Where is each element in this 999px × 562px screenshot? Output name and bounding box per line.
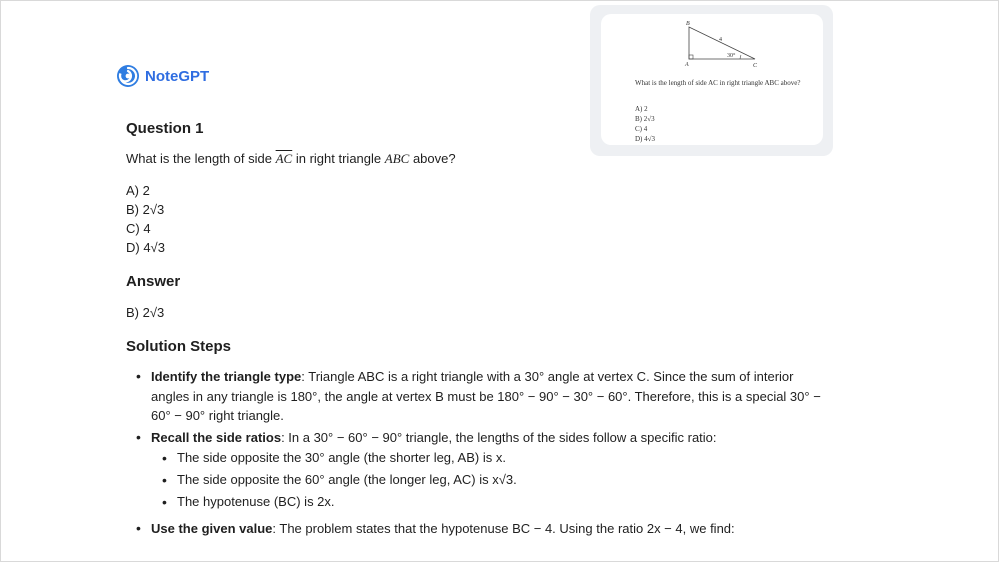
answer-value: B) 2√3 (126, 305, 165, 320)
question-text-start: What is the length of side (126, 151, 272, 166)
question-text-end: above? (412, 151, 456, 166)
step-label: Use the given value (151, 521, 273, 536)
hypotenuse-label: 4 (719, 37, 722, 43)
options-list (126, 181, 826, 257)
question-text-middle: in right triangle (295, 151, 382, 166)
answer-title: Answer (126, 273, 181, 290)
step-text: : Triangle ABC is a right triangle with a 30° angle at vertex C. Since the sum of interior angles in any triangle is 180°, the angle at vertex B must be 180° − 90° − 30° − 60°. Therefore, this is a special 30° − 60° − 90° right triangle. (151, 369, 821, 423)
sub-list (151, 447, 826, 513)
step-text: : In a 30° − 60° − 90° triangle, the lengths of the sides follow a specific ratio: (281, 429, 717, 445)
option-d: D) 4√3 (126, 240, 165, 255)
triangle-abc: ABC (384, 151, 410, 166)
vertex-c-label: C (753, 63, 758, 69)
angle-label: 30° (727, 53, 736, 59)
image-option: A) 2 (635, 105, 648, 113)
sub-item: • The side opposite the 30° angle (the shorter leg, AB) is x. (177, 447, 826, 469)
option-c: C) 4 (126, 221, 151, 236)
vertex-a-label: A (685, 62, 689, 68)
image-option: B) 2√3 (635, 115, 655, 123)
step-label: Identify the triangle type (151, 369, 302, 384)
step-item (151, 428, 826, 514)
step-text: : The problem states that the hypotenuse BC − 4. Using the ratio 2x − 4, we find: (272, 521, 735, 536)
question-text (126, 151, 826, 167)
step-item (151, 519, 826, 539)
image-option: D) 4√3 (635, 135, 655, 143)
solution-steps (126, 367, 826, 539)
option-b: B) 2√3 (126, 202, 165, 217)
brand-name: NoteGPT (145, 67, 210, 85)
question-title: Question 1 (126, 120, 204, 137)
step-label: Recall the side ratios (151, 429, 282, 445)
answer-content (126, 118, 826, 541)
image-option: C) 4 (635, 125, 648, 133)
solution-title: Solution Steps (126, 338, 231, 355)
option-a: A) 2 (126, 183, 150, 198)
sub-item: • The hypotenuse (BC) is 2x. (177, 491, 826, 513)
brand (116, 64, 209, 88)
step-item (151, 367, 826, 426)
notegpt-logo-icon (116, 64, 140, 88)
sub-item: • The side opposite the 60° angle (the longer leg, AC) is x√3. (177, 469, 826, 491)
image-question-text: What is the length of side AC in right triangle ABC above? (635, 79, 801, 87)
side-ac: $\overline{AC}$ (275, 151, 293, 166)
vertex-b-label: B (686, 21, 690, 27)
